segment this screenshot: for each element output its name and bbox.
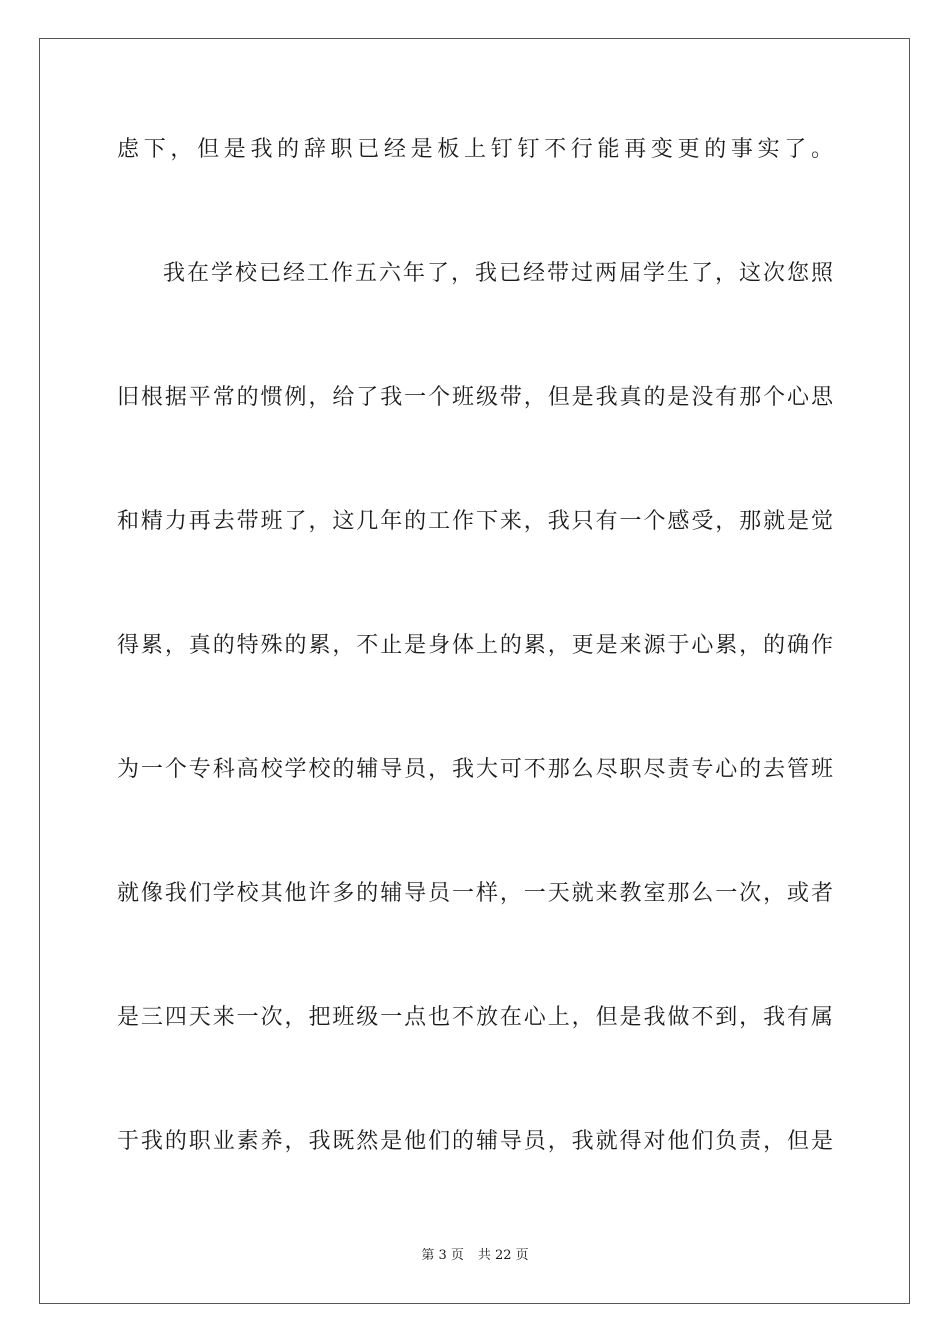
text-line-4: 和精力再去带班了，这几年的工作下来，我只有一个感受，那就是觉 <box>117 509 835 534</box>
text-line-8: 是三四天来一次，把班级一点也不放在心上，但是我做不到，我有属 <box>117 1005 835 1030</box>
text-line-1: 虑下，但是我的辞职已经是板上钉钉不行能再变更的事实了。 <box>117 137 838 162</box>
page-total: 共 22 页 <box>477 1248 529 1263</box>
text-line-9: 于我的职业素养，我既然是他们的辅导员，我就得对他们负责，但是 <box>117 1129 835 1154</box>
page-border <box>39 38 910 1304</box>
page-number: 第 3 页 <box>421 1248 464 1263</box>
text-line-3: 旧根据平常的惯例，给了我一个班级带，但是我真的是没有那个心思 <box>117 385 835 410</box>
text-line-6: 为一个专科高校学校的辅导员，我大可不那么尽职尽责专心的去管班 <box>117 757 835 782</box>
text-line-7: 就像我们学校其他许多的辅导员一样，一天就来教室那么一次，或者 <box>117 881 835 906</box>
page-footer <box>0 1247 950 1265</box>
text-line-5: 得累，真的特殊的累，不止是身体上的累，更是来源于心累，的确作 <box>117 633 835 658</box>
text-line-2: 我在学校已经工作五六年了，我已经带过两届学生了，这次您照 <box>163 261 835 286</box>
